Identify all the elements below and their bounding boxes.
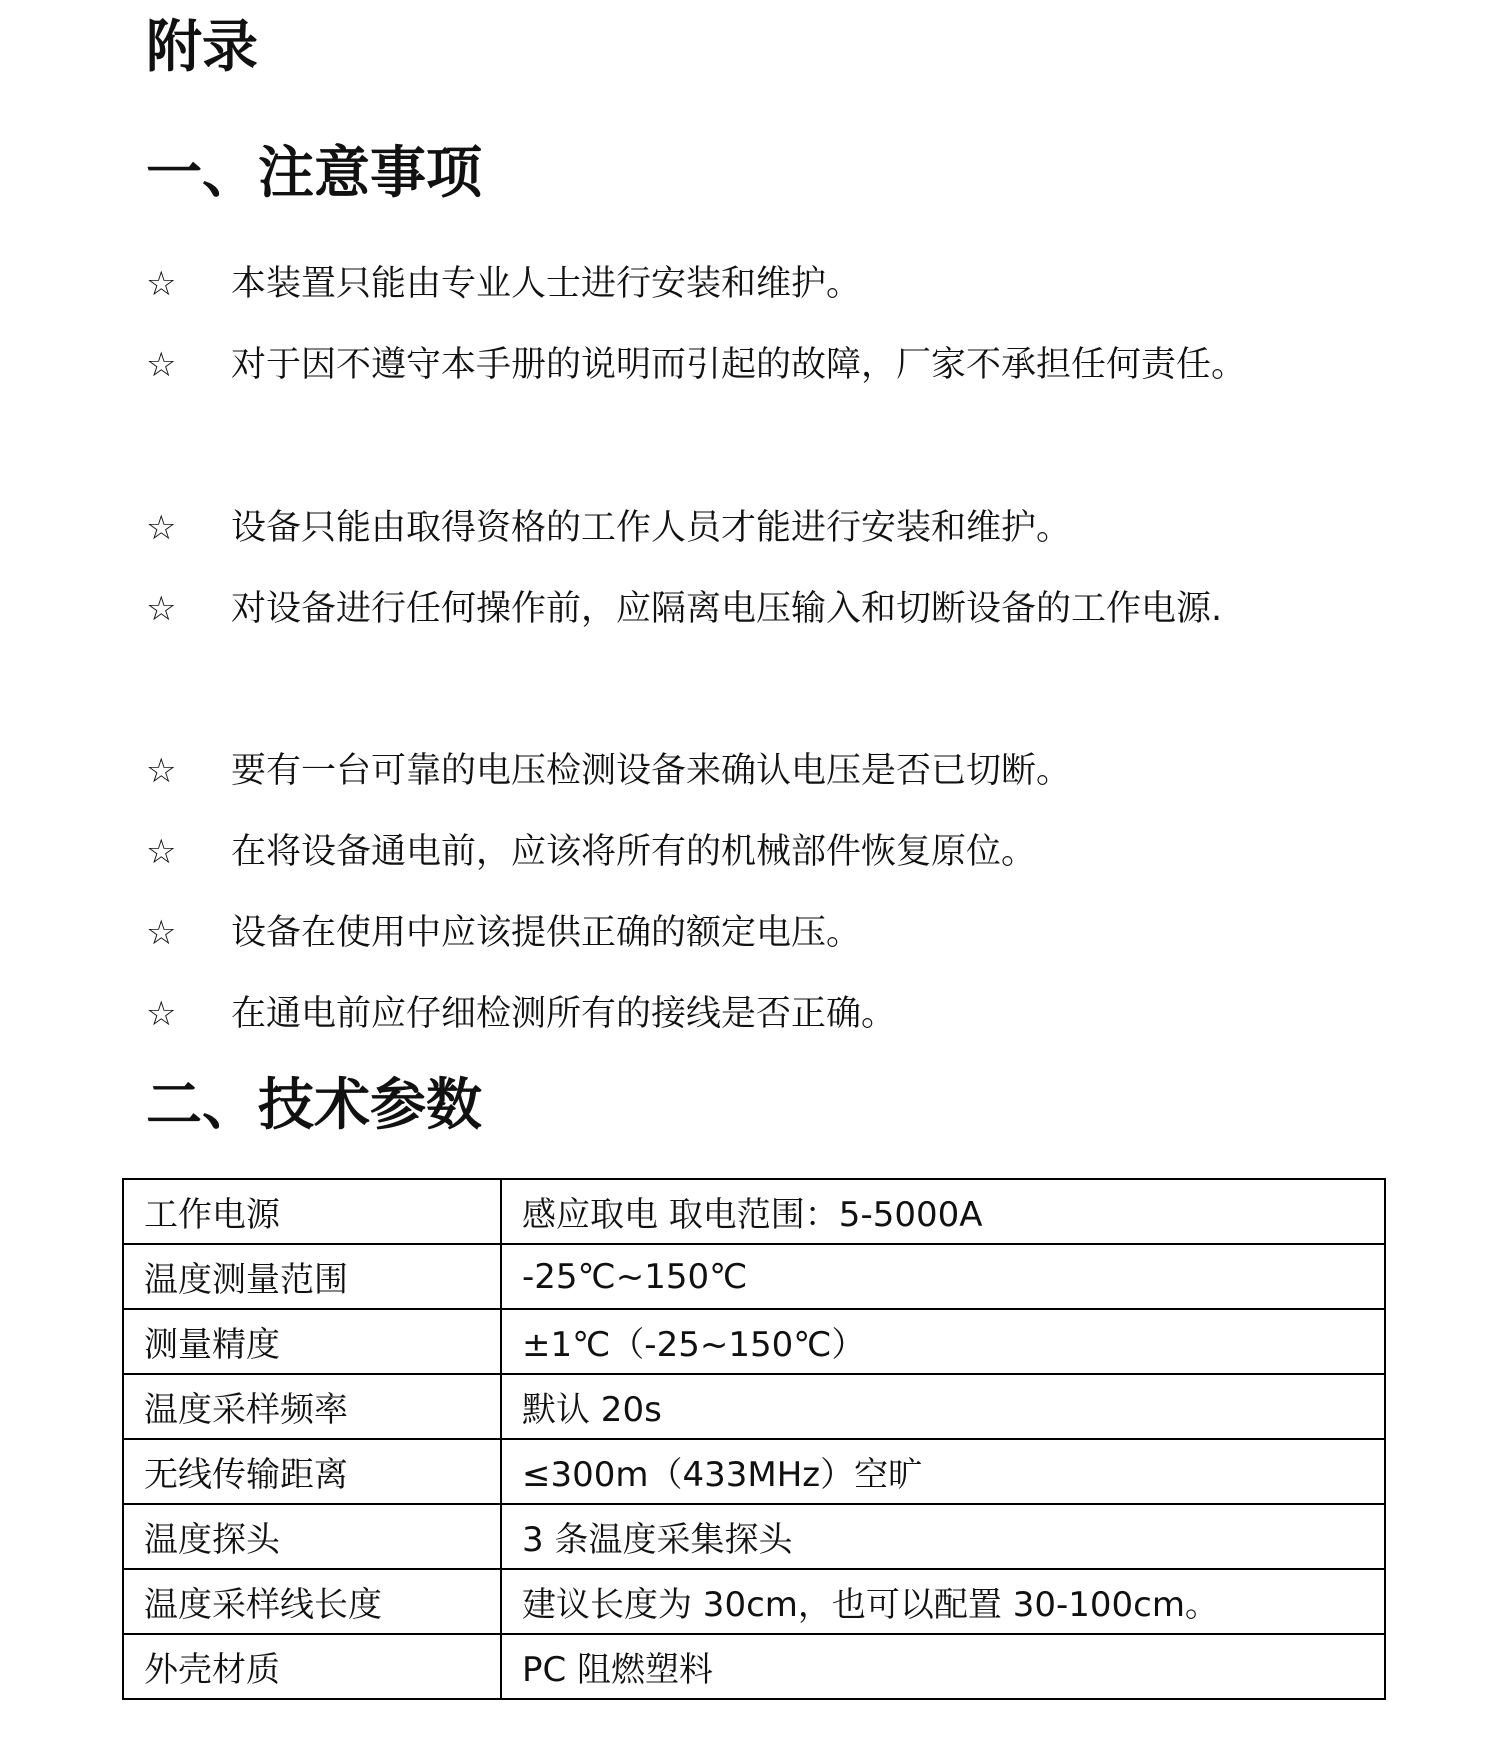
star-icon: ☆ xyxy=(146,994,177,1034)
notice-item xyxy=(146,812,1266,892)
notice-item xyxy=(146,488,1266,568)
notice-item xyxy=(146,325,1266,405)
notice-item xyxy=(146,569,1266,649)
notice-text: 要有一台可靠的电压检测设备来确认电压是否已切断。 xyxy=(231,751,1072,791)
spec-table xyxy=(122,1178,1386,1700)
spec-label: 温度采样频率 xyxy=(123,1374,501,1439)
star-icon: ☆ xyxy=(146,589,177,629)
notice-text: 在通电前应仔细检测所有的接线是否正确。 xyxy=(231,994,897,1034)
notice-text: 设备只能由取得资格的工作人员才能进行安装和维护。 xyxy=(231,508,1072,548)
star-icon: ☆ xyxy=(146,264,177,304)
notice-text: 对设备进行任何操作前，应隔离电压输入和切断设备的工作电源. xyxy=(231,589,1223,629)
spec-value: 感应取电 取电范围：5-5000A xyxy=(501,1179,1385,1244)
table-row xyxy=(123,1374,1385,1439)
star-icon: ☆ xyxy=(146,832,177,872)
page-title: 附录 xyxy=(146,15,258,80)
table-row xyxy=(123,1244,1385,1309)
star-icon: ☆ xyxy=(146,345,177,385)
table-row xyxy=(123,1179,1385,1244)
notice-text: 设备在使用中应该提供正确的额定电压。 xyxy=(231,913,862,953)
spec-value: 默认 20s xyxy=(501,1374,1385,1439)
notice-text: 对于因不遵守本手册的说明而引起的故障，厂家不承担任何责任。 xyxy=(231,345,1247,385)
table-row xyxy=(123,1309,1385,1374)
spec-label: 工作电源 xyxy=(123,1179,501,1244)
section-heading-notices: 一、注意事项 xyxy=(146,141,482,206)
table-row xyxy=(123,1504,1385,1569)
spec-value: -25℃~150℃ xyxy=(501,1244,1385,1309)
spec-label: 测量精度 xyxy=(123,1309,501,1374)
spec-value: ≤300m（433MHz）空旷 xyxy=(501,1439,1385,1504)
table-row xyxy=(123,1634,1385,1699)
spec-value: 建议长度为 30cm，也可以配置 30-100cm。 xyxy=(501,1569,1385,1634)
spec-value: 3 条温度采集探头 xyxy=(501,1504,1385,1569)
spec-label: 无线传输距离 xyxy=(123,1439,501,1504)
star-icon: ☆ xyxy=(146,751,177,791)
notice-item xyxy=(146,244,1266,324)
table-row xyxy=(123,1569,1385,1634)
star-icon: ☆ xyxy=(146,913,177,953)
notice-item xyxy=(146,893,1266,973)
star-icon: ☆ xyxy=(146,508,177,548)
spec-label: 温度采样线长度 xyxy=(123,1569,501,1634)
notice-item xyxy=(146,974,1266,1054)
table-row xyxy=(123,1439,1385,1504)
spec-label: 外壳材质 xyxy=(123,1634,501,1699)
notice-text: 本装置只能由专业人士进行安装和维护。 xyxy=(231,264,862,304)
section-heading-specs: 二、技术参数 xyxy=(146,1073,482,1138)
spec-label: 温度探头 xyxy=(123,1504,501,1569)
spec-value: ±1℃（-25~150℃） xyxy=(501,1309,1385,1374)
notice-text: 在将设备通电前，应该将所有的机械部件恢复原位。 xyxy=(231,832,1037,872)
spec-value: PC 阻燃塑料 xyxy=(501,1634,1385,1699)
notice-item xyxy=(146,731,1266,811)
spec-label: 温度测量范围 xyxy=(123,1244,501,1309)
